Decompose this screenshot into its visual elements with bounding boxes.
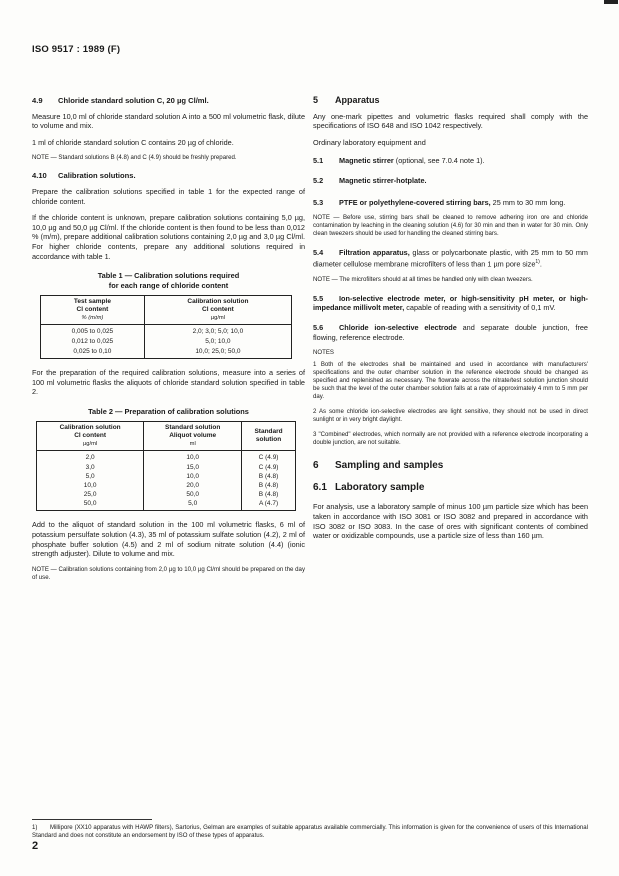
calibration-note: NOTE — Calibration solutions containing from 2,0 µg to 10,0 µg Cl/ml should be prepared on the day of use. bbox=[32, 565, 305, 581]
section-5-6-note-2: 2 As some chloride ion-selective electrodes are light sensitive, they should not be used in direct sunlight or in very bright daylight. bbox=[313, 408, 588, 424]
table-1-header-test-sample: Test sample Cl content % (m/m) bbox=[41, 296, 145, 325]
section-5-4-note: NOTE — The microfilters should at all times be handled only with clean tweezers. bbox=[313, 275, 533, 283]
section-6-1-heading: 6.1 Laboratory sample bbox=[313, 481, 425, 493]
table-row: 10,0 20,0 B (4.8) bbox=[37, 481, 296, 490]
section-5-heading: 5 Apparatus bbox=[313, 95, 380, 105]
table-row: 0,025 to 0,10 10,0; 25,0; 50,0 bbox=[41, 347, 292, 359]
table-1-header bbox=[41, 296, 292, 325]
section-5-5: 5.5 Ion-selective electrode meter, or high-sensitivity pH meter, or high-impedance millivolt meter, capable of reading with a sensitivity of 0,1 mV. bbox=[313, 293, 588, 313]
footnote: 1) Millipore (XX10 apparatus with HAWP filters), Sartorius, Gelman are examples of suitable apparatus available commercially. This information is given for the convenience of users of this International Standard and does not constitute an endorsement by ISO of these types of apparatus. bbox=[32, 824, 588, 839]
section-4-9-heading: 4.9 Chloride standard solution C, 20 µg Cl/ml. bbox=[32, 96, 209, 105]
section-5-6: 5.6 Chloride ion-selective electrode and separate double junction, free flowing, reference electrode. bbox=[313, 322, 588, 342]
left-column bbox=[32, 96, 305, 589]
table-2-header bbox=[37, 422, 296, 451]
table-1-header-calibration: Calibration solution Cl content µg/ml bbox=[144, 296, 291, 325]
section-5-3-note: NOTE — Before use, stirring bars shall be cleaned to remove adhering iron ore and chloride contamination by leaching in the cleaning solution (4.6) for 30 min and then in water for 30 min. Only clean tweezers should be used for handling the cleaned stirring bars. bbox=[313, 214, 588, 238]
table-row: 0,012 to 0,025 5,0; 10,0 bbox=[41, 337, 292, 347]
table-1 bbox=[40, 295, 292, 359]
table-1-caption: Table 1 — Calibration solutions required for each range of chloride content bbox=[97, 271, 240, 290]
section-5-paragraph-2: Ordinary laboratory equipment and bbox=[313, 137, 426, 147]
page-number: 2 bbox=[32, 840, 39, 852]
section-4-10-paragraph-2: If the chloride content is unknown, prepare calibration solutions containing 5,0 µg, 10,0 µg and 50,0 µg Cl/ml. If the chloride content is then found to be less than 0,012 % (m/m), prepare additional calibration solutions containing 2,0 µg and 3,0 µg Cl/ml. For higher chloride contents, prepare any additional solutions required in accordance with table 1. bbox=[32, 213, 305, 261]
corner-mark bbox=[604, 0, 618, 4]
table-2 bbox=[36, 421, 296, 511]
section-4-9-paragraph-2: 1 ml of chloride standard solution C contains 20 µg of chloride. bbox=[32, 137, 234, 147]
section-4-9-paragraph-1: Measure 10,0 ml of chloride standard solution A into a 500 ml volumetric flask, dilute to volume and mix. bbox=[32, 111, 305, 131]
table-row: 0,005 to 0,025 2,0; 3,0; 5,0; 10,0 bbox=[41, 325, 292, 338]
section-5-1: 5.1 Magnetic stirrer (optional, see 7.0.4 note 1). bbox=[313, 156, 485, 166]
section-5-6-note-1: 1 Both of the electrodes shall be maintained and used in accordance with manufacturers' specifications and the outer chamber solution in the reference electrode should be changed as specified and replenished as necessary. The flowrate across the nitrate/test solution junction should be such that the level of the outer chamber solution falls at a rate of approximately 4 mm to 5 mm per day. bbox=[313, 361, 588, 401]
table-2-header-calibration: Calibration solution Cl content µg/ml bbox=[37, 422, 144, 451]
section-5-6-notes-label: NOTES bbox=[313, 349, 334, 357]
section-5-2: 5.2 Magnetic stirrer-hotplate. bbox=[313, 175, 427, 185]
paragraph-after-table-2: Add to the aliquot of standard solution in the 100 ml volumetric flasks, 6 ml of potassium persulfate solution (4.3), 35 ml of potassium sulfate solution (4.2), 2 ml of phosphate buffer solution (4.5) and 2 ml of sodium nitrate solution (4.4) (ionic strength adjuster). Dilute to volume and mix. bbox=[32, 520, 305, 559]
section-5-paragraph-1: Any one-mark pipettes and volumetric flasks required shall comply with the specifications of ISO 648 and ISO 1042 respectively. bbox=[313, 111, 588, 131]
right-column bbox=[313, 96, 588, 548]
section-4-10-paragraph-1: Prepare the calibration solutions specified in table 1 for the expected range of chloride content. bbox=[32, 186, 305, 206]
table-2-header-aliquot: Standard solution Aliquot volume ml bbox=[144, 422, 242, 451]
table-row: 3,0 15,0 C (4.9) bbox=[37, 463, 296, 472]
table-2-header-standard: Standard solution bbox=[242, 422, 296, 451]
section-5-6-note-3: 3 "Combined" electrodes, which normally are not provided with a reference electrode incorporating a double junction, are not suitable. bbox=[313, 431, 588, 447]
table-2-caption: Table 2 — Preparation of calibration solutions bbox=[88, 406, 249, 416]
section-6-heading: 6 Sampling and samples bbox=[313, 460, 444, 472]
document-header: ISO 9517 : 1989 (F) bbox=[32, 44, 121, 55]
footnote-rule bbox=[32, 819, 152, 820]
section-4-9-note: NOTE — Standard solutions B (4.8) and C (4.9) should be freshly prepared. bbox=[32, 154, 237, 162]
section-6-1-paragraph: For analysis, use a laboratory sample of minus 100 µm particle size which has been taken in accordance with ISO 3081 or ISO 3082 and prepared in accordance with ISO 3082 or ISO 3083. In the case of ores with significant contents of combined water or oxidizable compounds, use a particle size of less than 160 µm. bbox=[313, 502, 588, 541]
section-5-4: 5.4 Filtration apparatus, glass or polycarbonate plastic, with 25 mm to 50 mm diameter cellulose membrane microfilters of less than 1 µm pore size$^{1)}$. bbox=[313, 248, 588, 269]
table-row: 5,0 10,0 B (4.8) bbox=[37, 472, 296, 481]
section-5-3: 5.3 PTFE or polyethylene-covered stirring bars, 25 mm to 30 mm long. bbox=[313, 197, 566, 207]
section-4-10-heading: 4.10 Calibration solutions. bbox=[32, 171, 136, 181]
table-row: 50,0 5,0 A (4.7) bbox=[37, 500, 296, 511]
table-row: 2,0 10,0 C (4.9) bbox=[37, 451, 296, 463]
paragraph-after-table-1: For the preparation of the required calibration solutions, measure into a series of 100 ml volumetric flasks the aliquots of chloride standard solution specified in table 2. bbox=[32, 368, 305, 397]
table-row: 25,0 50,0 B (4.8) bbox=[37, 491, 296, 500]
